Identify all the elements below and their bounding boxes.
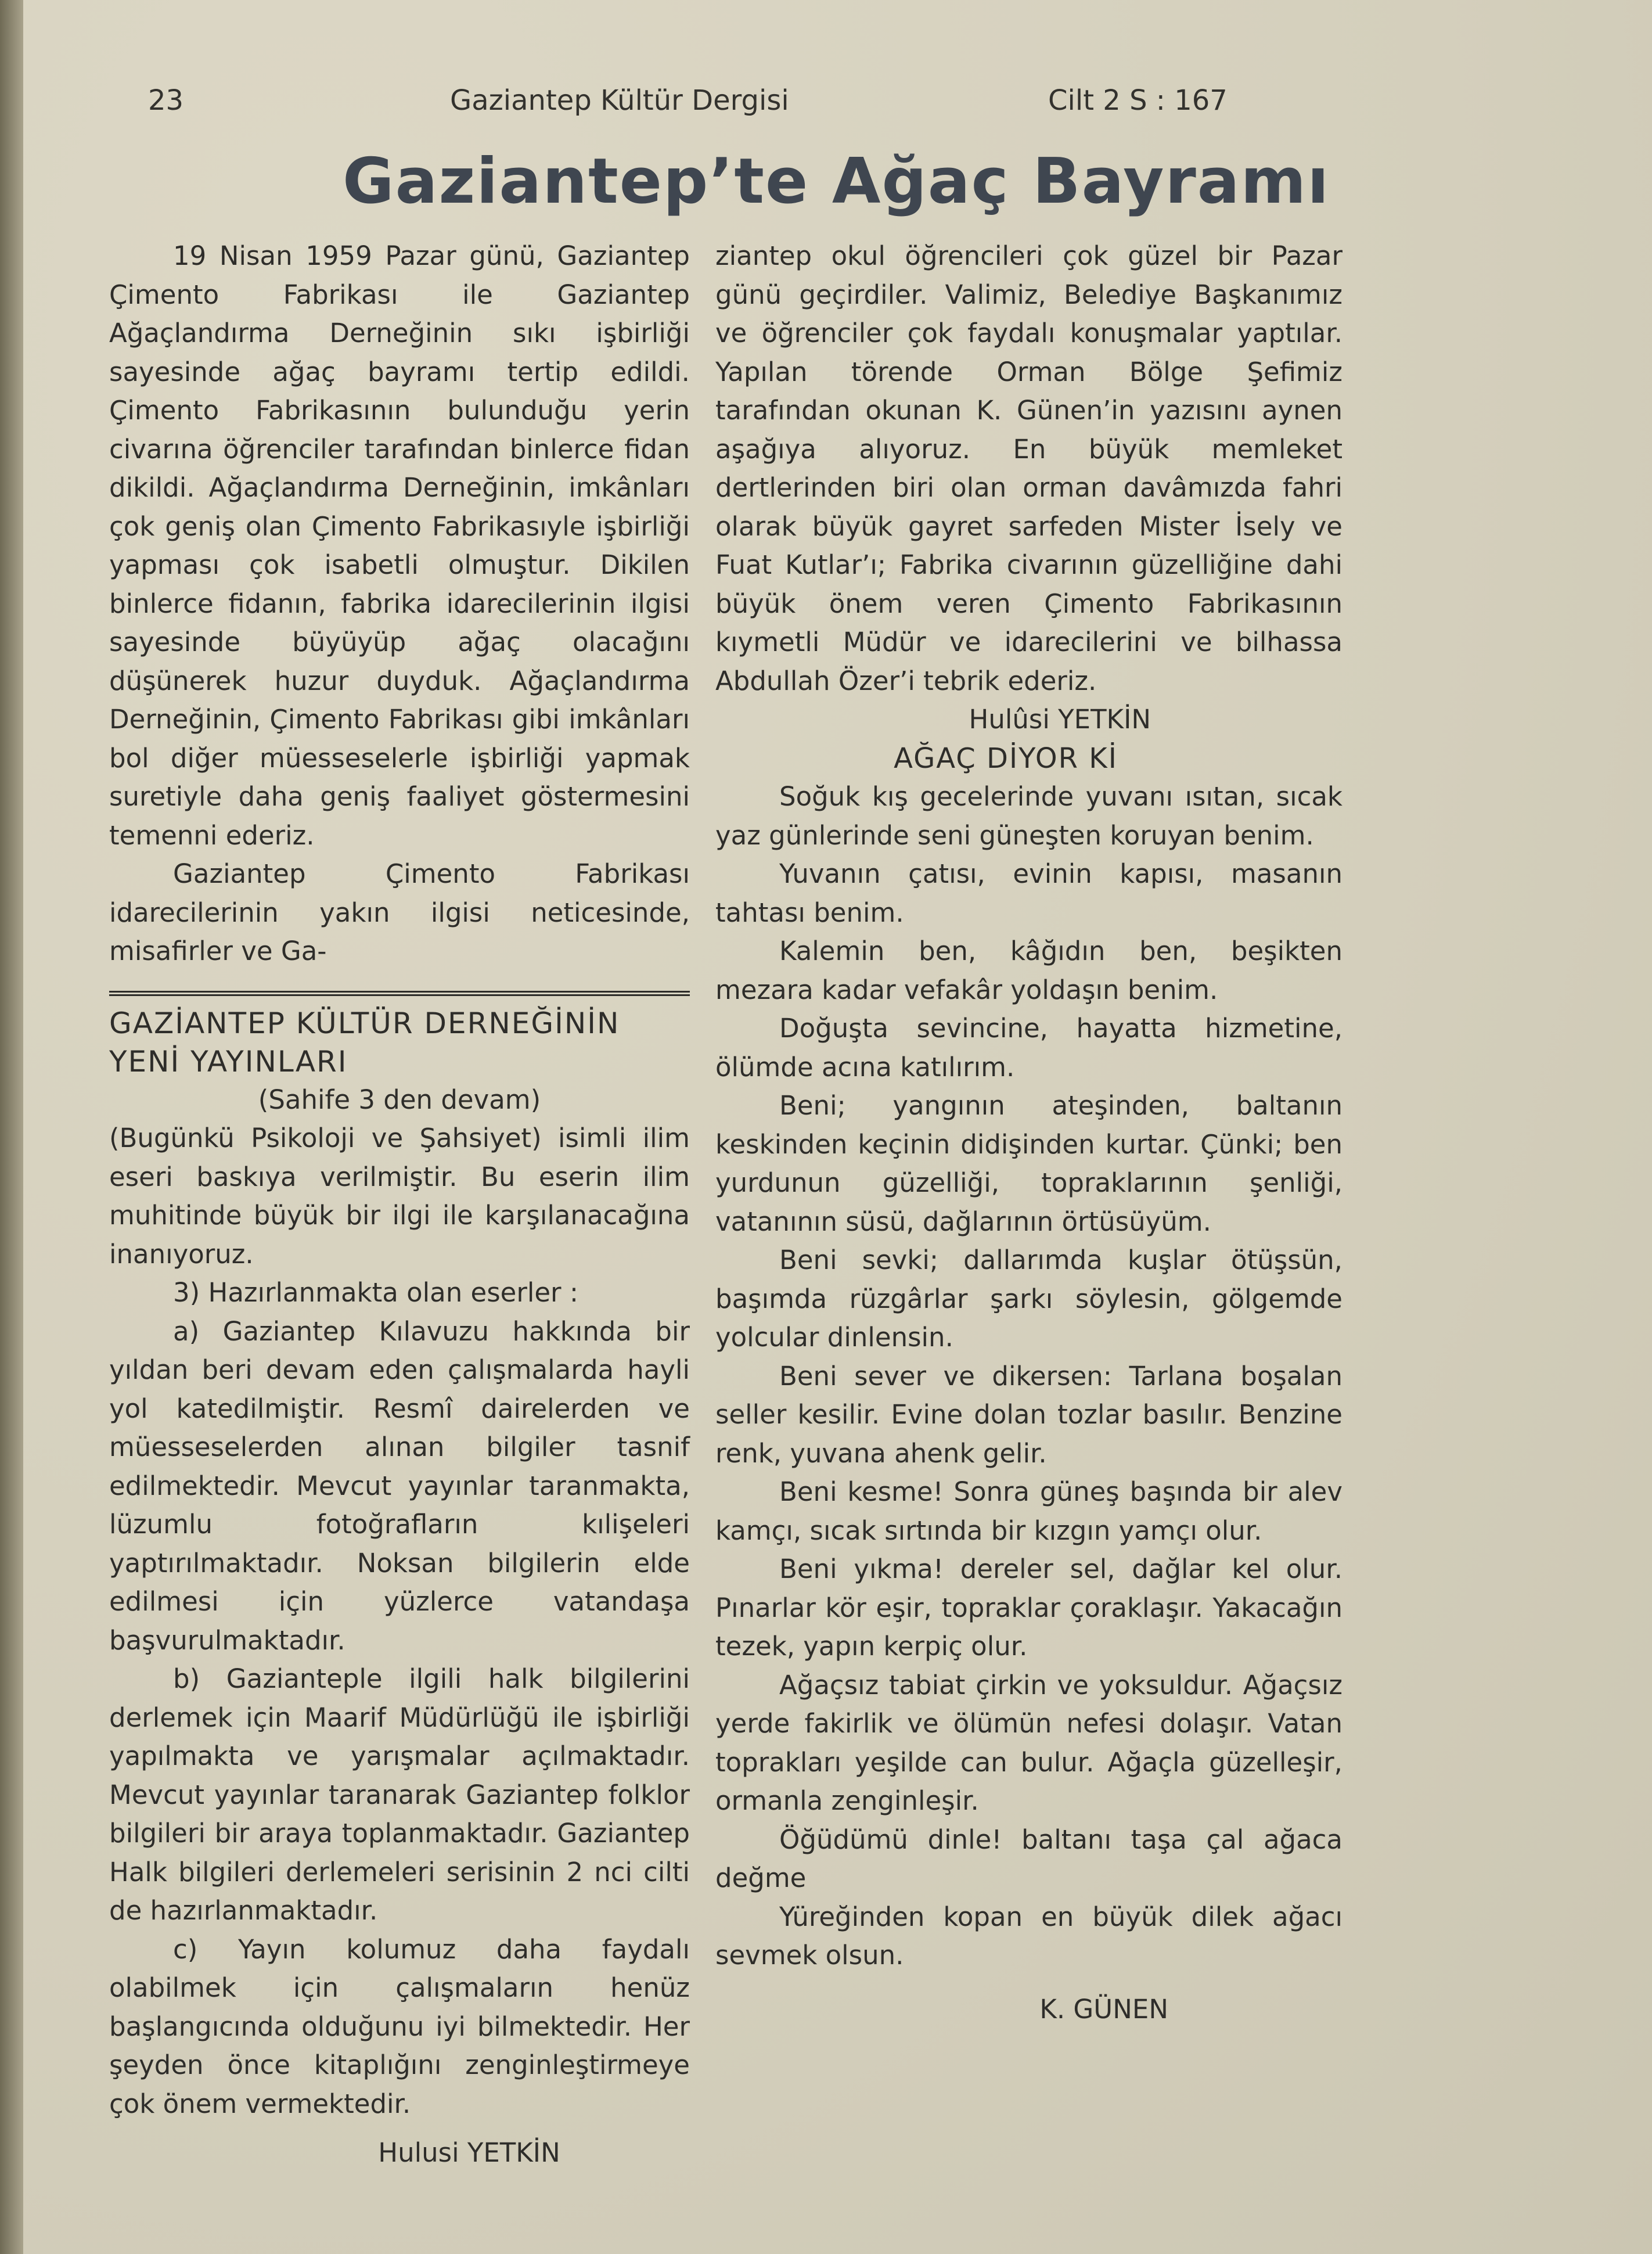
page-number: 23 xyxy=(148,84,184,117)
poem-paragraph: Ağaçsız tabiat çirkin ve yoksuldur. Ağaçsız yerde fakirlik ve ölümün nefesi dolaşır. Vatan toprakları yeşilde can bulur. Ağaçla güzelleşir, ormanla zenginleşir. xyxy=(715,1669,1343,1816)
article-paragraph: Gaziantep Çimento Fabrikası idarecilerinin yakın ilgisi neticesinde, misafirler ve Ga- xyxy=(109,858,690,966)
poem-paragraph: Beni sever ve dikersen: Tarlana boşalan seller kesilir. Evine dolan tozlar basılır. Benzine renk, yuvana ahenk gelir. xyxy=(715,1360,1343,1469)
right-column xyxy=(715,237,1343,2029)
author-signature: Hulusi YETKİN xyxy=(378,2137,560,2168)
left-column xyxy=(109,237,690,2173)
poem-paragraph: Yüreğinden kopan en büyük dilek ağacı sevmek olsun. xyxy=(715,1901,1343,1971)
poem-paragraph: Beni yıkma! dereler sel, dağlar kel olur. Pınarlar kör eşir, topraklar çoraklaşır. Yakacağın tezek, yapın kerpiç olur. xyxy=(715,1554,1343,1662)
section-paragraph: a) Gaziantep Kılavuzu hakkında bir yıldan beri devam eden çalışmalarda hayli yol katedilmiştir. Resmî dairelerden ve müesseselerden alınan bilgiler tasnif edilmektedir. Mevcut yayınlar taranmakta, lüzumlu fotoğrafların kılişeleri yaptırılmaktadır. Noksan bilgilerin elde edilmesi için yüzlerce vatandaşa başvurulmaktadır. xyxy=(109,1315,690,1656)
page-header xyxy=(148,84,1263,125)
article-paragraph: 19 Nisan 1959 Pazar günü, Gaziantep Çimento Fabrikası ile Gaziantep Ağaçlandırma Derneğinin sıkı işbirliği sayesinde ağaç bayramı tertip edildi. Çimento Fabrikasının bulunduğu yerin civarına öğrenciler tarafından binlerce fidan dikildi. Ağaçlandırma Derneğinin, imkânları çok geniş olan Çimento Fabrikasıyle işbirliği yapması çok isabetli olmuştur. Dikilen binlerce fidanın, fabrika idarecilerinin ilgisi sayesinde büyüyüp ağaç olacağını düşünerek huzur duyduk. Ağaçlandırma Derneğinin, Çimento Fabrikası gibi imkânları bol diğer müesseselerle işbirliği yapmak suretiyle daha geniş faaliyet göstermesini temenni ederiz. xyxy=(109,240,690,851)
section-title: GAZİANTEP KÜLTÜR DERNEĞİNİN xyxy=(109,1006,620,1040)
issue-number: Cilt 2 S : 167 xyxy=(1048,84,1228,117)
poem-title: AĞAÇ DİYOR Kİ xyxy=(894,742,1118,775)
poem-paragraph: Öğüdümü dinle! baltanı taşa çal ağaca değme xyxy=(715,1824,1343,1893)
poem-paragraph: Soğuk kış gecelerinde yuvanı ısıtan, sıcak yaz günlerinde seni güneşten koruyan benim. xyxy=(715,781,1343,851)
section-title: YENİ YAYINLARI xyxy=(109,1044,348,1079)
poem-paragraph: Beni sevki; dallarımda kuşlar ötüşsün, başımda rüzgârlar şarkı söylesin, gölgemde yolcular dinlensin. xyxy=(715,1245,1343,1353)
continued-note: (Sahife 3 den devam) xyxy=(258,1084,541,1115)
section-paragraph: (Bugünkü Psikoloji ve Şahsiyet) isimli ilim eseri baskıya verilmiştir. Bu eserin ilim muhitinde büyük bir ilgi ile karşılanacağına inanıyoruz. xyxy=(109,1123,690,1270)
poem-paragraph: Doğuşta sevincine, hayatta hizmetine, ölümde acına katılırım. xyxy=(715,1013,1343,1083)
article-title: Gaziantep’te Ağaç Bayramı xyxy=(343,145,1330,218)
journal-title: Gaziantep Kültür Dergisi xyxy=(450,84,789,117)
section-paragraph: c) Yayın kolumuz daha faydalı olabilmek için çalışmaların henüz başlangıcında olduğunu iyi bilmektedir. Her şeyden önce kitaplığını zenginleştirmeye çok önem vermektedir. xyxy=(109,1933,690,2119)
poem-paragraph: Yuvanın çatısı, evinin kapısı, masanın tahtası benim. xyxy=(715,858,1343,928)
author-signature: Hulûsi YETKİN xyxy=(969,704,1151,735)
section-divider xyxy=(109,991,690,996)
poem-paragraph: Kalemin ben, kâğıdın ben, beşikten mezara kadar vefakâr yoldaşın benim. xyxy=(715,936,1343,1005)
poem-paragraph: Beni; yangının ateşinden, baltanın keskinden keçinin didişinden kurtar. Çünki; ben yurdunun güzelliği, topraklarının şenliği, vatanının süsü, dağlarının örtüsüyüm. xyxy=(715,1090,1343,1237)
section-paragraph: b) Gazianteple ilgili halk bilgilerini derlemek için Maarif Müdürlüğü ile işbirliği yapılmakta ve yarışmalar açılmaktadır. Mevcut yayınlar taranarak Gaziantep folklor bilgileri bir araya toplanmaktadır. Gaziantep Halk bilgileri derlemeleri serisinin 2 nci cilti de hazırlanmaktadır. xyxy=(109,1663,690,1926)
poem-signature: K. GÜNEN xyxy=(1039,1993,1168,2025)
page-binding-edge xyxy=(0,0,23,2254)
poem-paragraph: Beni kesme! Sonra güneş başında bir alev kamçı, sıcak sırtında bir kızgın yamçı olur. xyxy=(715,1476,1343,1546)
article-paragraph: ziantep okul öğrencileri çok güzel bir Pazar günü geçirdiler. Valimiz, Belediye Başkanımız ve öğrenciler çok faydalı konuşmalar yaptılar. Yapılan törende Orman Bölge Şefimiz tarafından okunan K. Günen’in yazısını aynen aşağıya alıyoruz. En büyük memleket dertlerinden biri olan orman davâmızda fahri olarak büyük gayret sarfeden Mister İsely ve Fuat Kutlar’ı; Fabrika civarının güzelliğine dahi büyük önem veren Çimento Fabrikasının kıymetli Müdür ve idarecilerini ve bilhassa Abdullah Özer’i tebrik ederiz. xyxy=(715,240,1343,696)
section-paragraph: 3) Hazırlanmakta olan eserler : xyxy=(173,1277,579,1308)
